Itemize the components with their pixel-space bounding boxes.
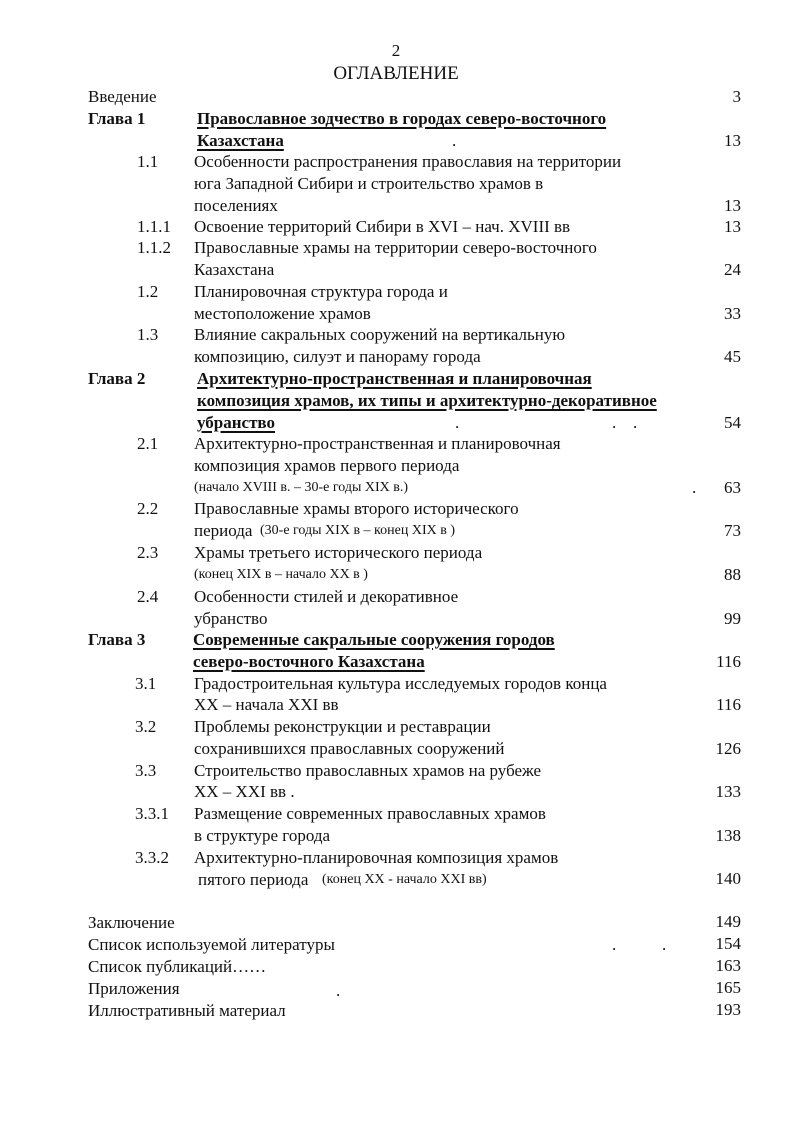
- section-1-3-page: 45: [724, 347, 741, 366]
- dot-mark: .: [336, 981, 341, 1000]
- dot-mark: .: [612, 413, 617, 432]
- section-3-1-line1: Градостроительная культура исследуемых городов конца: [194, 674, 607, 693]
- section-3-3-1-line1: Размещение современных православных храмов: [194, 804, 546, 823]
- section-1-3-line1: Влияние сакральных сооружений на вертикальную: [194, 325, 566, 344]
- section-1-1-line2: юга Западной Сибири и строительство храмов в: [194, 174, 544, 193]
- toc-appendices-label: Приложения: [88, 979, 180, 998]
- dot-mark: .: [612, 935, 617, 954]
- section-3-1-line2: XX – начала XXI вв: [194, 695, 339, 714]
- section-2-3-page: 88: [724, 565, 741, 584]
- chapter3-title-line2: северо-восточного Казахстана: [193, 652, 425, 671]
- chapter1-title-line2: Казахстана: [197, 131, 284, 150]
- section-2-2-page: 73: [724, 521, 741, 540]
- section-2-2-line1: Православные храмы второго исторического: [194, 499, 519, 518]
- chapter2-title-line3: убранство: [197, 413, 275, 432]
- section-1-3-num: 1.3: [137, 325, 159, 344]
- chapter2-title-line1: Архитектурно-пространственная и планировочная: [197, 369, 592, 388]
- section-2-4-line1: Особенности стилей и декоративное: [194, 587, 459, 606]
- section-1-1-num: 1.1: [137, 152, 159, 171]
- section-1-1-1-page: 13: [724, 217, 741, 236]
- section-2-1-line2: композиция храмов первого периода: [194, 456, 460, 475]
- section-3-2-page: 126: [715, 739, 741, 758]
- toc-publications-label: Список публикаций……: [88, 957, 267, 976]
- section-1-2-num: 1.2: [137, 282, 159, 301]
- section-1-1-1-num: 1.1.1: [137, 217, 171, 236]
- page-number: 2: [391, 41, 401, 60]
- dot-mark: .: [692, 478, 697, 497]
- section-1-1-2-page: 24: [724, 260, 741, 279]
- section-2-1-num: 2.1: [137, 434, 159, 453]
- section-2-3-num: 2.3: [137, 543, 159, 562]
- section-3-3-2-line2b: (конец XX - начало XXI вв): [322, 872, 487, 887]
- section-2-4-num: 2.4: [137, 587, 159, 606]
- section-2-2-num: 2.2: [137, 499, 159, 518]
- dot-mark: .: [633, 413, 638, 432]
- section-2-1-line1: Архитектурно-пространственная и планировочная: [194, 434, 561, 453]
- toc-appendices-page: 165: [715, 978, 741, 997]
- chapter2-title-line2: композиция храмов, их типы и архитектурно-декоративное: [197, 391, 657, 410]
- chapter3-label: Глава 3: [88, 630, 146, 649]
- section-2-2-line2b: (30-е годы XIX в – конец XIX в ): [260, 523, 455, 538]
- section-3-3-2-line2a: пятого периода: [198, 870, 309, 889]
- toc-intro-page: 3: [732, 87, 741, 106]
- page-title: ОГЛАВЛЕНИЕ: [333, 63, 459, 84]
- chapter1-label: Глава 1: [88, 109, 146, 128]
- chapter3-title-line1: Современные сакральные сооружения городов: [193, 630, 555, 649]
- section-3-3-2-num: 3.3.2: [135, 848, 169, 867]
- section-2-3-line2: (конец XIX в – начало XX в ): [194, 567, 368, 582]
- section-3-3-page: 133: [715, 782, 741, 801]
- section-1-2-page: 33: [724, 304, 741, 323]
- section-1-1-2-line1: Православные храмы на территории северо-восточного: [194, 238, 597, 257]
- chapter2-page: 54: [724, 413, 741, 432]
- section-1-2-line2: местоположение храмов: [194, 304, 371, 323]
- section-3-3-num: 3.3: [135, 761, 157, 780]
- toc-illustrations-label: Иллюстративный материал: [88, 1001, 286, 1020]
- section-2-1-page: 63: [724, 478, 741, 497]
- section-1-1-1-line1: Освоение территорий Сибири в XVI – нач. XVIII вв: [194, 217, 571, 236]
- section-3-3-2-line1: Архитектурно-планировочная композиция храмов: [194, 848, 559, 867]
- chapter3-page: 116: [716, 652, 741, 671]
- dot-mark: .: [455, 413, 460, 432]
- section-3-2-line2: сохранившихся православных сооружений: [194, 739, 505, 758]
- toc-references-page: 154: [715, 934, 741, 953]
- section-2-4-line2: убранство: [194, 609, 268, 628]
- section-3-3-1-num: 3.3.1: [135, 804, 169, 823]
- section-3-3-2-page: 140: [715, 869, 741, 888]
- section-3-1-page: 116: [716, 695, 741, 714]
- chapter1-page: 13: [724, 131, 741, 150]
- dot-mark: .: [662, 935, 667, 954]
- toc-intro-label: Введение: [88, 87, 157, 106]
- section-1-1-line1: Особенности распространения православия на территории: [194, 152, 622, 171]
- section-3-3-1-page: 138: [715, 826, 741, 845]
- section-2-3-line1: Храмы третьего исторического периода: [194, 543, 483, 562]
- toc-conclusion-page: 149: [715, 912, 741, 931]
- toc-conclusion-label: Заключение: [88, 913, 175, 932]
- section-3-1-num: 3.1: [135, 674, 157, 693]
- section-3-3-1-line2: в структуре города: [194, 826, 331, 845]
- section-3-3-line2: XX – XXI вв .: [194, 782, 295, 801]
- toc-references-label: Список используемой литературы: [88, 935, 335, 954]
- section-1-1-2-num: 1.1.2: [137, 238, 171, 257]
- toc-illustrations-page: 193: [715, 1000, 741, 1019]
- chapter1-title-line1: Православное зодчество в городах северо-восточного: [197, 109, 607, 128]
- section-2-1-line3: (начало XVIII в. – 30-е годы XIX в.): [194, 480, 409, 495]
- section-3-3-line1: Строительство православных храмов на рубеже: [194, 761, 542, 780]
- section-1-1-page: 13: [724, 196, 741, 215]
- section-1-2-line1: Планировочная структура города и: [194, 282, 448, 301]
- dot-mark: .: [452, 131, 457, 150]
- section-3-2-num: 3.2: [135, 717, 157, 736]
- section-1-1-line3: поселениях: [194, 196, 278, 215]
- toc-publications-page: 163: [715, 956, 741, 975]
- chapter2-label: Глава 2: [88, 369, 146, 388]
- section-2-2-line2a: периода: [194, 521, 253, 540]
- section-1-1-2-line2: Казахстана: [194, 260, 275, 279]
- section-3-2-line1: Проблемы реконструкции и реставрации: [194, 717, 491, 736]
- section-2-4-page: 99: [724, 609, 741, 628]
- section-1-3-line2: композицию, силуэт и панораму города: [194, 347, 481, 366]
